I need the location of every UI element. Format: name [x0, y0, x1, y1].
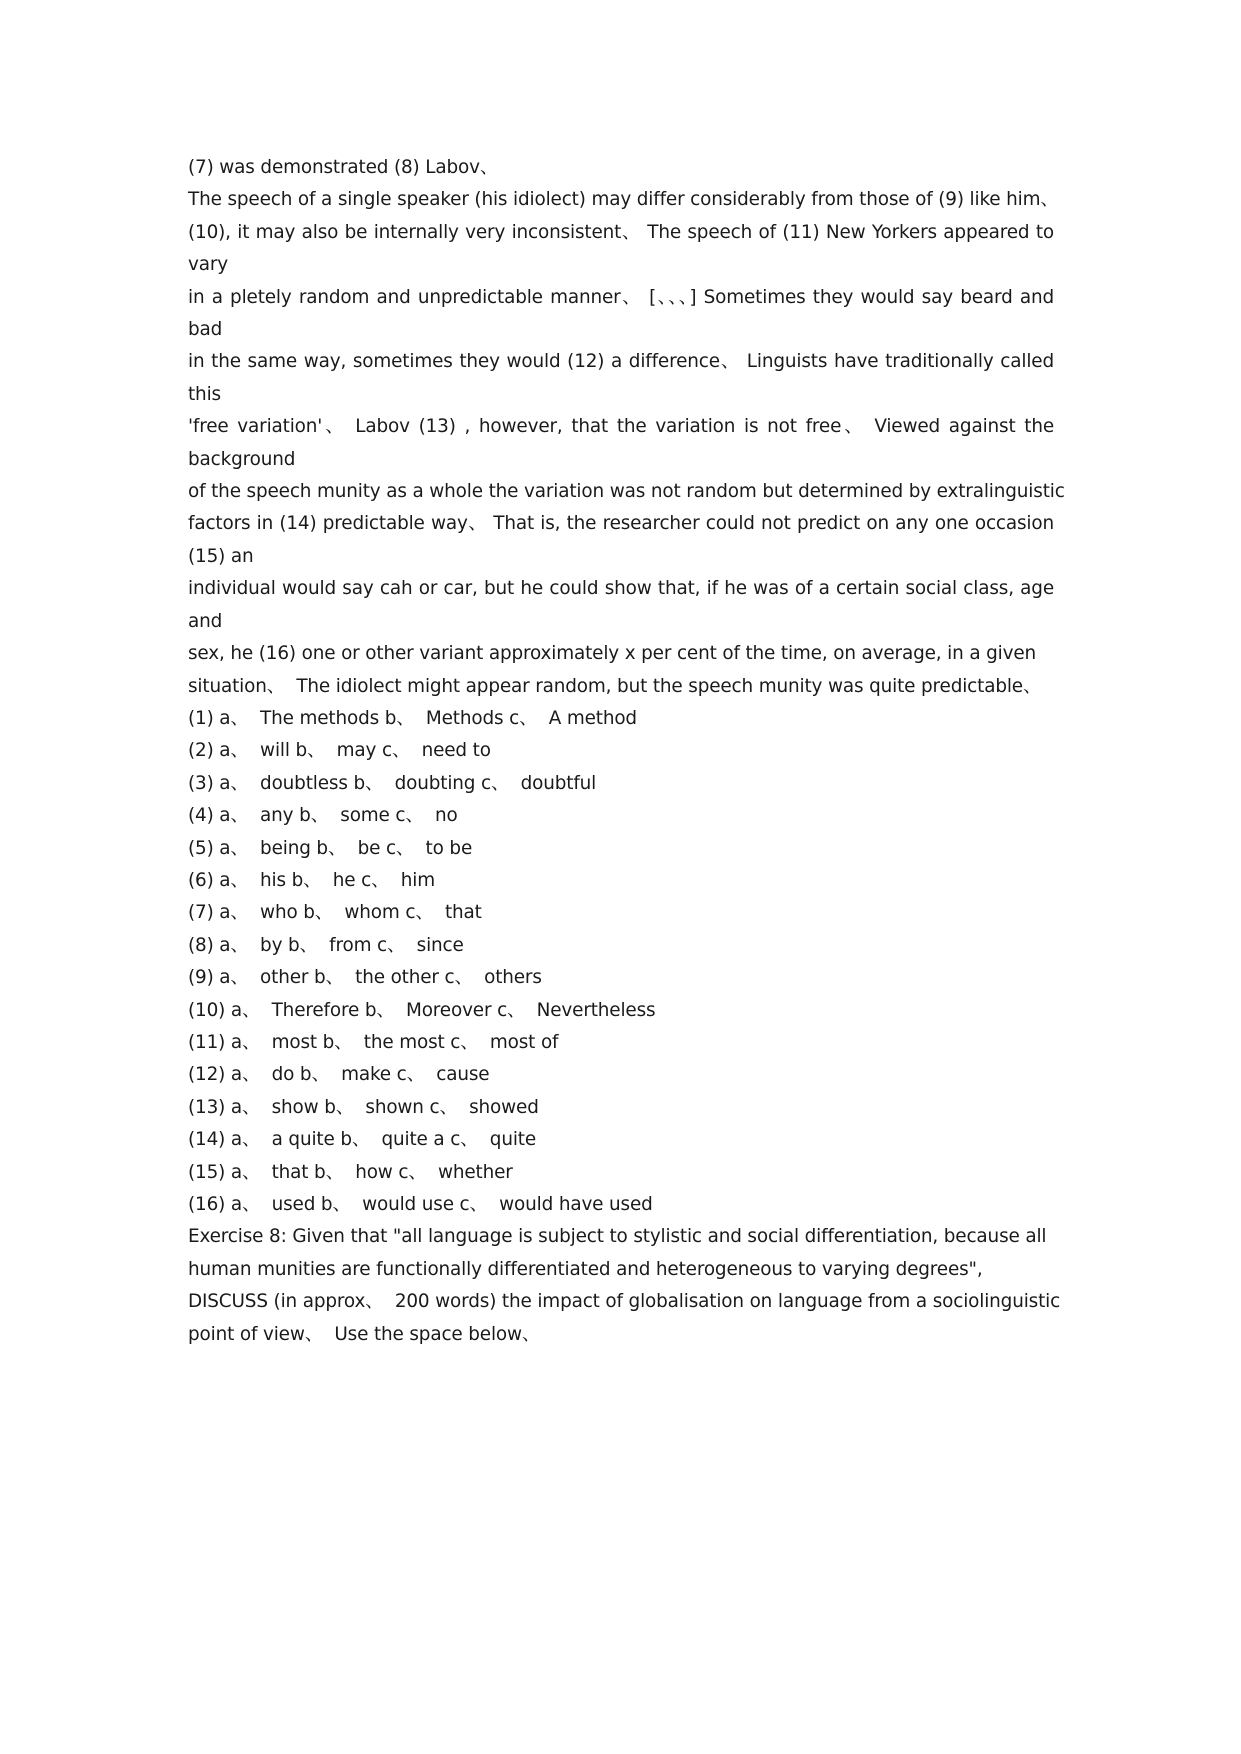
passage-line: (7) was demonstrated (8) Labov、 — [188, 157, 499, 178]
answer-option: (13) a、 show b、 shown c、 showed — [188, 1096, 539, 1118]
answer-option: (5) a、 being b、 be c、 to be — [188, 837, 473, 859]
document-page — [188, 152, 1065, 1351]
exercise-line: DISCUSS (in approx、 200 words) the impact of globalisation on language from a sociolinguistic — [188, 1291, 1061, 1313]
exercise-8-prompt — [188, 1221, 1061, 1351]
answer-option: (4) a、 any b、 some c、 no — [188, 805, 458, 827]
answer-option: (1) a、 The methods b、 Methods c、 A method — [188, 707, 637, 729]
answer-option: (10) a、 Therefore b、 Moreover c、 Nevertheless — [188, 999, 656, 1021]
answer-option: (2) a、 will b、 may c、 need to — [188, 740, 491, 762]
answer-option: (14) a、 a quite b、 quite a c、 quite — [188, 1129, 537, 1151]
passage-line: 'free variation'、 Labov (13) , however, that the variation is not free、 Viewed against the — [188, 416, 1054, 438]
answer-option: (6) a、 his b、 he c、 him — [188, 869, 435, 891]
exercise-line: point of view、 Use the space below、 — [188, 1323, 541, 1345]
passage-line: (10), it may also be internally very inconsistent、 The speech of (11) New Yorkers appeared to — [188, 221, 1054, 243]
passage-line: background — [188, 448, 296, 470]
passage-line: (15) an — [188, 545, 254, 567]
answer-options-list — [188, 703, 1054, 1222]
passage-line: of the speech munity as a whole the variation was not random but determined by extralinguistic — [188, 481, 1065, 503]
answer-option: (7) a、 who b、 whom c、 that — [188, 902, 482, 924]
passage-line: individual would say cah or car, but he could show that, if he was of a certain social class, age — [188, 578, 1054, 600]
passage-line: The speech of a single speaker (his idiolect) may differ considerably from those of (9) like him、 — [188, 189, 1059, 211]
passage-line: this — [188, 383, 221, 405]
answer-option: (11) a、 most b、 the most c、 most of — [188, 1031, 559, 1053]
answer-option: (16) a、 used b、 would use c、 would have used — [188, 1194, 653, 1215]
passage-line: factors in (14) predictable way、 That is, the researcher could not predict on any one occasion — [188, 513, 1054, 535]
answer-option: (3) a、 doubtless b、 doubting c、 doubtful — [188, 772, 597, 794]
passage-line: and — [188, 610, 223, 632]
exercise-line: Exercise 8: Given that "all language is subject to stylistic and social differentiation, because all — [188, 1226, 1047, 1248]
answer-option: (12) a、 do b、 make c、 cause — [188, 1064, 490, 1086]
answer-option: (15) a、 that b、 how c、 whether — [188, 1161, 513, 1183]
passage-line: in a pletely random and unpredictable manner、 [、、、] Sometimes they would say beard and — [188, 286, 1054, 308]
reading-passage — [188, 152, 1065, 703]
answer-option: (8) a、 by b、 from c、 since — [188, 934, 464, 956]
exercise-line: human munities are functionally differentiated and heterogeneous to varying degrees", — [188, 1258, 983, 1280]
passage-line: in the same way, sometimes they would (12) a difference、 Linguists have traditionally called — [188, 351, 1054, 373]
passage-line: sex, he (16) one or other variant approximately x per cent of the time, on average, in a given — [188, 643, 1037, 665]
passage-line: bad — [188, 319, 223, 341]
passage-line: vary — [188, 254, 228, 276]
answer-option: (9) a、 other b、 the other c、 others — [188, 967, 542, 989]
passage-line: situation、 The idiolect might appear random, but the speech munity was quite predictable、 — [188, 675, 1042, 697]
